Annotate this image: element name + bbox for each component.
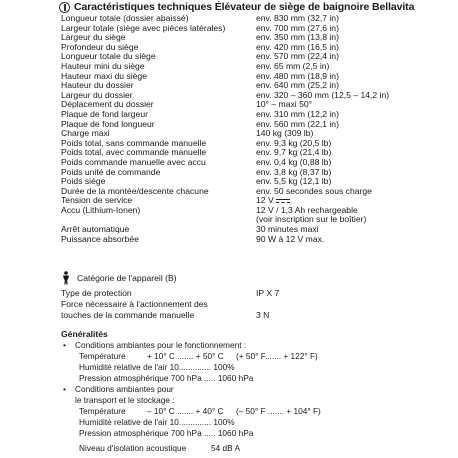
extra-specs (61, 288, 451, 321)
spec-value: env. 830 mm (32,7 in) (256, 13, 339, 23)
general-section (61, 340, 451, 454)
spec-label: Type de protection (61, 288, 132, 298)
spec-label: Arrêt automatique (61, 224, 130, 235)
spec-value: env. 9,7 kg (21,4 lb) (256, 147, 332, 158)
spec-label: Accu (Lithium-Ionen) (61, 204, 141, 215)
condition-title: Conditions ambiantes pour (75, 384, 174, 394)
temp-celsius: – 10° C ....... + 40° C (147, 406, 224, 416)
spec-label: Charge maxi (61, 128, 110, 139)
spec-label: Poids commande manuelle avec accu (61, 156, 206, 167)
spec-value: env. 5,5 kg (12,1 lb) (256, 176, 332, 187)
spec-label: Poids unité de commande (61, 166, 161, 177)
info-icon (59, 2, 70, 13)
spec-value: env. 50 secondes sous charge (256, 185, 372, 196)
temp-label: Température (79, 351, 126, 361)
header (59, 0, 414, 14)
spec-label: Puissance absorbée (61, 233, 139, 244)
temp-fahrenheit: (– 50° F ....... + 104° F) (236, 406, 321, 416)
spec-value: env. 9,3 kg (20,5 lb) (256, 137, 332, 148)
bullet: • (63, 340, 66, 350)
noise-label: Niveau d'isolation acoustique (79, 443, 187, 453)
spec-row (61, 310, 451, 321)
spec-value: 30 minutes maxi (256, 224, 319, 235)
spec-label: Poids siège (61, 176, 106, 187)
condition-title: Conditions ambiantes pour le fonctionnement : (75, 340, 247, 350)
spec-label: Largeur du siège (61, 32, 126, 43)
page-title: Caractéristiques techniques Élévateur de siège de baignoire Bellavita (74, 1, 415, 13)
list-item (61, 406, 451, 417)
spec-value: env. 320 – 360 mm (12,5 – 14,2 in) (256, 89, 390, 100)
humidity: Humidité relative de l'air 10.............. 100% (79, 362, 235, 372)
device-category (61, 271, 177, 285)
spec-label: Hauteur maxi du siège (61, 70, 147, 81)
temp-fahrenheit: (+ 50° F....... + 122° F) (236, 351, 318, 361)
spec-label: Tension de service (61, 195, 133, 206)
spec-row (61, 235, 451, 245)
spec-value: env. 700 mm (27,6 in) (256, 22, 339, 33)
spec-label: Déplacement du dossier (61, 99, 154, 110)
spec-value: 3 N (256, 310, 270, 320)
bullet: • (63, 384, 66, 394)
spec-label: Durée de la montée/descente chacune (61, 185, 209, 196)
spec-value: env. 420 mm (16,5 in) (256, 41, 339, 52)
spec-label: Longueur totale du siège (61, 51, 156, 62)
spec-label: Plaque de fond longueur (61, 118, 155, 129)
person-icon (61, 271, 71, 285)
spec-value: env. 350 mm (13,8 in) (256, 32, 339, 43)
general-heading: Généralités (61, 329, 108, 339)
list-item (61, 443, 451, 454)
spec-label: Hauteur mini du siège (61, 60, 145, 71)
category-label: Catégorie de l'appareil (B) (77, 273, 177, 283)
voltage-value: 12 V (256, 195, 274, 206)
list-item (61, 417, 451, 428)
spec-value: env. 570 mm (22,4 in) (256, 51, 339, 62)
spec-value: 10° – maxi 50° (256, 99, 313, 110)
temp-label: Température (79, 406, 126, 416)
spec-value: env. 65 mm (2,5 in) (256, 60, 330, 71)
spec-label: Largeur du dossier (61, 89, 133, 100)
spec-value: env. 480 mm (18,9 in) (256, 70, 339, 81)
spec-label: Largeur totale (siège avec pièces latérales) (61, 22, 226, 33)
spec-value: env. 640 mm (25,2 in) (256, 80, 339, 91)
pressure: Pression atmosphérique 700 hPa ..... 1060 hPa (79, 373, 254, 383)
spec-label: Longueur totale (dossier abaissé) (61, 13, 189, 23)
condition-title: le transport et le stockage : (75, 395, 175, 405)
spec-label: Profondeur du siège (61, 41, 139, 52)
spec-label: Plaque de fond largeur (61, 108, 148, 119)
battery-note: (voir inscription sur le boîtier) (256, 214, 367, 225)
list-item (61, 351, 451, 362)
battery-value: 12 V / 1,3 Ah rechargeable (256, 204, 358, 215)
list-item (61, 362, 451, 373)
spec-value: 90 W à 12 V max. (256, 233, 325, 244)
spec-label: Force nécessaire à l'actionnement des (61, 299, 208, 309)
dc-voltage-icon (276, 198, 290, 204)
spec-value: 140 kg (309 lb) (256, 128, 314, 139)
spec-label: Poids total, sans commande manuelle (61, 137, 207, 148)
spec-label: Poids total, avec commande manuelle (61, 147, 207, 158)
spec-value: IP X 7 (256, 288, 280, 298)
spec-row (61, 299, 451, 310)
list-item (61, 384, 451, 395)
spec-label: Hauteur du dossier (61, 80, 134, 91)
list-item (61, 340, 451, 351)
list-item (61, 373, 451, 384)
spec-value: env. 0,4 kg (0,88 lb) (256, 156, 332, 167)
temp-celsius: + 10° C ....... + 50° C (147, 351, 224, 361)
spec-value: env. 310 mm (12,2 in) (256, 108, 339, 119)
list-item (61, 395, 451, 406)
spec-value (256, 206, 366, 225)
spec-row (61, 206, 451, 225)
noise-value: 54 dB A (211, 443, 241, 453)
spec-label: touches de la commande manuelle (61, 310, 195, 320)
pressure: Pression atmosphérique 700 hPa ..... 1060 hPa (79, 428, 254, 438)
specs-table (61, 14, 451, 244)
spec-value: env. 560 mm (22,1 in) (256, 118, 339, 129)
humidity: Humidité relative de l'air 10.............. 100% (79, 417, 235, 427)
spec-value: env. 3,8 kg (8,37 lb) (256, 166, 332, 177)
list-item (61, 428, 451, 439)
spec-row (61, 288, 451, 299)
